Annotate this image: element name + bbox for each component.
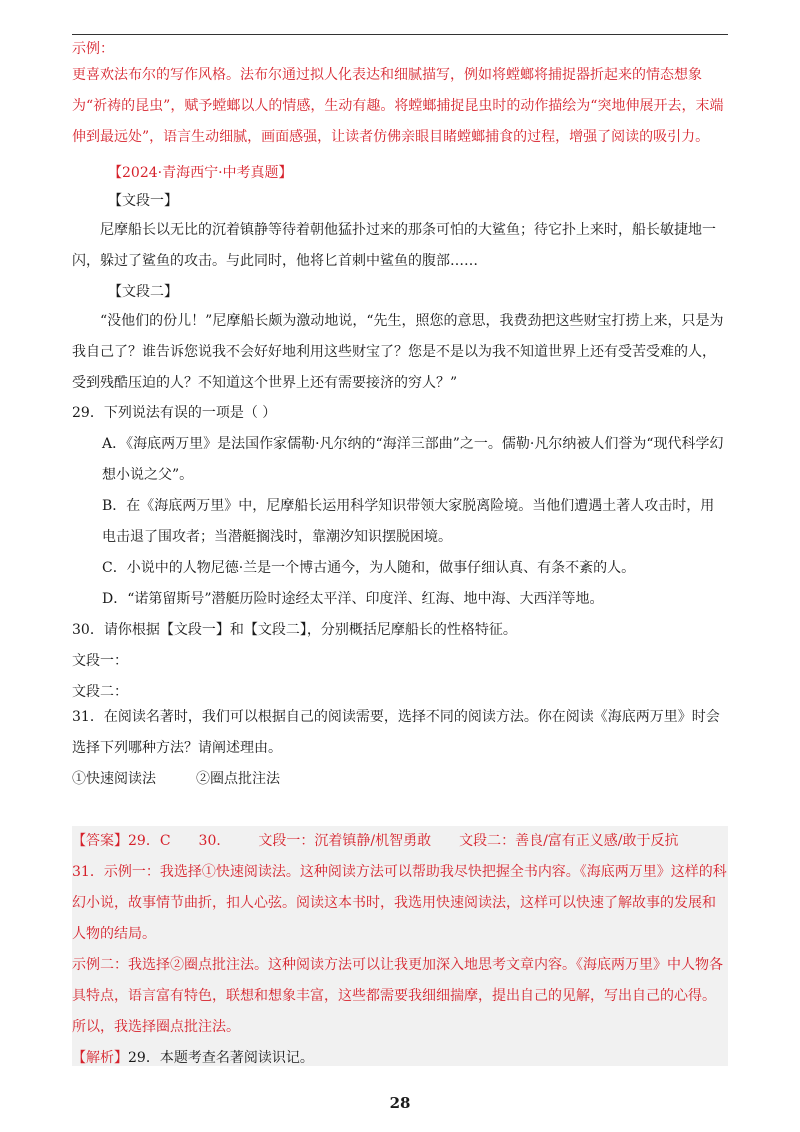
- answer-line-1: [72, 826, 728, 857]
- q29-option-c: C．小说中的人物尼德·兰是一个博古通今，为人随和，做事仔细认真、有条不紊的人。: [102, 560, 636, 576]
- page-number: 28: [389, 1094, 411, 1112]
- answer-29: 29．C: [128, 833, 171, 849]
- source-tag: 【2024·青海西宁·中考真题】: [108, 165, 293, 181]
- analysis-line: [72, 1043, 728, 1074]
- example-text: 更喜欢法布尔的写作风格。法布尔通过拟人化表达和细腻描写，例如将螳螂将捕捉器折起来的情态想象为“祈祷的昆虫”，赋予螳螂以人的情感，生动有趣。将螳螂捕捉昆虫时的动作描绘为“突地伸展开去，末端伸到最远处”，语言生动细腻，画面感强，让读者仿佛亲眼目睹螳螂捕食的过程，增强了阅读的吸引力。: [72, 67, 724, 145]
- answer-30-part2: 文段二：善良/富有正义感/敢于反抗: [459, 833, 679, 849]
- q31-stem: 31．在阅读名著时，我们可以根据自己的阅读需要，选择不同的阅读方法。你在阅读《海底两万里》时会选择下列哪种方法？请阐述理由。: [72, 709, 720, 756]
- passage2-title: 【文段二】: [108, 284, 178, 300]
- answer-30-num: 30．: [198, 833, 231, 849]
- q29-option-a: A．《海底两万里》是法国作家儒勒·凡尔纳的“海洋三部曲”之一。儒勒·凡尔纳被人们誉为“现代科学幻想小说之父”。: [102, 436, 724, 483]
- q31-option-1: ①快速阅读法: [72, 771, 156, 787]
- analysis-tag: 【解析】: [72, 1050, 128, 1066]
- passage1-text: 尼摩船长以无比的沉着镇静等待着朝他猛扑过来的那条可怕的大鲨鱼；待它扑上来时，船长敏捷地一闪，躲过了鲨鱼的攻击。与此同时，他将匕首刺中鲨鱼的腹部……: [72, 222, 716, 269]
- answer-30-part1: 文段一：沉着镇静/机智勇敢: [258, 833, 432, 849]
- q31-option-2: ②圈点批注法: [196, 771, 280, 787]
- analysis-text: 29．本题考查名著阅读识记。: [128, 1050, 314, 1066]
- q29-option-d: D．“诺第留斯号”潜艇历险时途经太平洋、印度洋、红海、地中海、大西洋等地。: [102, 591, 604, 607]
- q31-options: [72, 764, 728, 795]
- answer-31-example1: 31．示例一：我选择①快速阅读法。这种阅读方法可以帮助我尽快把握全书内容。《海底两万里》这样的科幻小说，故事情节曲折，扣人心弦。阅读这本书时，我选用快速阅读法，这样可以快速了解故事的发展和人物的结局。: [72, 864, 727, 942]
- q29-option-b: B．在《海底两万里》中，尼摩船长运用科学知识带领大家脱离险境。当他们遭遇土著人攻击时，用电击退了围攻者；当潜艇搁浅时，靠潮汐知识摆脱困境。: [102, 498, 715, 545]
- passage1-title: 【文段一】: [108, 193, 178, 209]
- answer-block: [72, 826, 728, 1066]
- q30-line1: 文段一：: [72, 653, 128, 669]
- example-label: 示例：: [72, 41, 114, 57]
- answer-tag: 【答案】: [72, 833, 128, 849]
- answer-31-example2: 示例二：我选择②圈点批注法。这种阅读方法可以让我更加深入地思考文章内容。《海底两万里》中人物各具特点，语言富有特色，联想和想象丰富，这些都需要我细细揣摩，提出自己的见解，写出自己的心得。所以，我选择圈点批注法。: [72, 957, 723, 1035]
- q30-stem: 30．请你根据【文段一】和【文段二】，分别概括尼摩船长的性格特征。: [72, 622, 517, 638]
- passage2-text: “没他们的份儿！”尼摩船长颇为激动地说，“先生，照您的意思，我费劲把这些财宝打捞上来，只是为我自己了？谁告诉您说我不会好好地利用这些财宝了？您是不是以为我不知道世界上还有受苦受难的人，受到残酷压迫的人？不知道这个世界上还有需要接济的穷人？”: [72, 313, 724, 391]
- q29-stem: 29．下列说法有误的一项是（ ）: [72, 405, 277, 421]
- q30-line2: 文段二：: [72, 684, 128, 700]
